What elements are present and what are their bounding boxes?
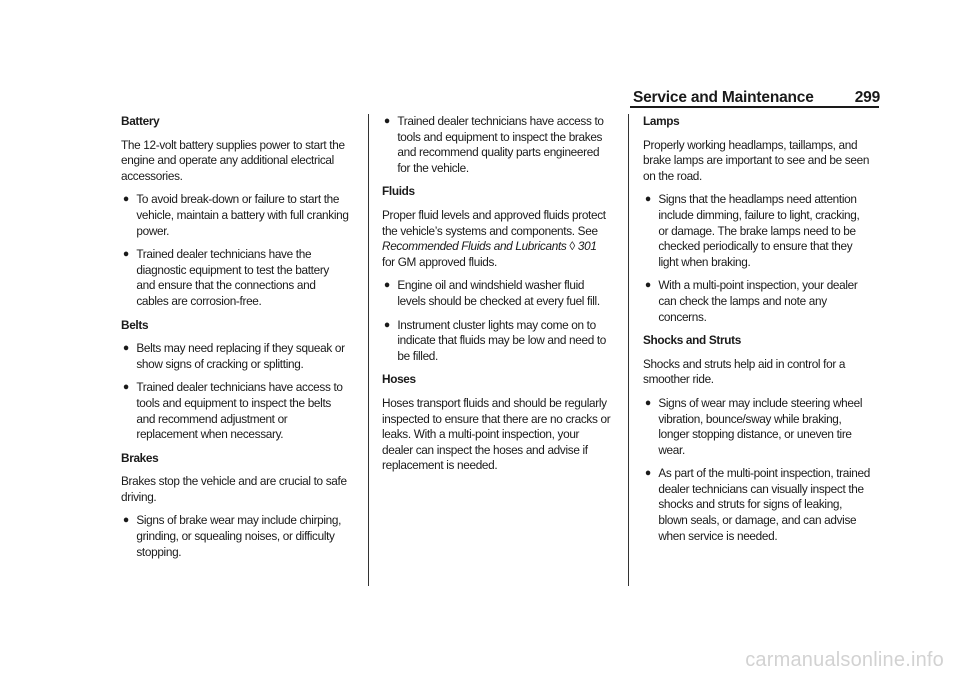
section-heading-lamps: Lamps (643, 114, 680, 128)
list-item: ● As part of the multi-point inspection, trained dealer technicians can visually inspect the shocks and struts for signs of leaking, blown seals, or damage, and can advise when service is needed. (644, 466, 870, 543)
bullet-icon: ● (644, 396, 651, 409)
bullet-icon: ● (383, 279, 390, 292)
column-divider (628, 114, 629, 586)
brakes-continued-list (382, 114, 610, 176)
bullet-icon: ● (122, 514, 129, 527)
list-item: ● Belts may need replacing if they squeak or show signs of cracking or splitting. (122, 341, 345, 371)
list-item: ● Signs that the headlamps need attention include dimming, failure to light, cracking, or damage. The brake lamps need to be checked periodically to ensure that they light when braking. (644, 192, 860, 269)
list-item: ● Signs of wear may include steering wheel vibration, bounce/sway while braking, longer stopping distance, or uneven tire wear. (644, 395, 863, 457)
bullet-icon: ● (122, 342, 129, 355)
bullet-icon: ● (122, 248, 129, 261)
section-heading-brakes: Brakes (121, 450, 159, 465)
list-item: ● Signs of brake wear may include chirping, grinding, or squealing noises, or difficulty stopping. (122, 513, 342, 559)
section-title: Service and Maintenance (633, 89, 814, 106)
xref-page-link[interactable]: 301 (577, 239, 597, 254)
hoses-intro: Hoses transport fluids and should be regularly inspected to ensure that there are no cracks or leaks. With a multi-point inspection, your dealer can inspect the hoses and advise if replacement is needed. (382, 395, 611, 473)
bullet-icon: ● (644, 467, 651, 480)
shocks-bullet-list (643, 396, 871, 544)
column-divider (368, 114, 369, 586)
list-item: ● To avoid break-down or failure to start the vehicle, maintain a battery with full cranking power. (122, 192, 349, 238)
battery-intro: The 12-volt battery supplies power to start the engine and operate any additional electrical accessories. (121, 137, 345, 183)
page-header (633, 83, 880, 107)
section-heading-shocks: Shocks and Struts (643, 333, 741, 348)
page-number: 299 (854, 89, 880, 106)
fluids-bullet-list (382, 278, 610, 364)
bullet-icon: ● (644, 279, 651, 292)
section-heading-belts: Belts (121, 317, 149, 332)
column-1 (121, 114, 349, 568)
list-item: ● Trained dealer technicians have access to tools and equipment to inspect the brakes and recommend quality parts engineered for the vehicle. (383, 114, 604, 175)
list-item: ● With a multi-point inspection, your dealer can check the lamps and note any concerns. (644, 278, 858, 324)
list-item: ● Instrument cluster lights may come on to indicate that fluids may be low and need to be filled. (383, 317, 607, 363)
shocks-intro: Shocks and struts help aid in control for a smoother ride. (643, 356, 846, 387)
lamps-intro: Properly working headlamps, taillamps, and brake lamps are important to see and be seen on the road. (643, 137, 870, 183)
belts-bullet-list (121, 341, 349, 443)
brakes-bullet-list (121, 513, 349, 560)
fluids-intro: Proper fluid levels and approved fluids protect the vehicle’s systems and components. See Recommended Fluids and Lubricants ◊ 301 for GM approved fluids. (382, 207, 606, 269)
section-heading-fluids: Fluids (382, 184, 415, 199)
watermark: carmanualsonline.info (745, 649, 944, 671)
bullet-icon: ● (644, 193, 651, 206)
header-rule (630, 106, 879, 108)
list-item: ● Engine oil and windshield washer fluid levels should be checked at every fuel fill. (383, 278, 600, 308)
brakes-intro: Brakes stop the vehicle and are crucial to safe driving. (121, 474, 347, 504)
column-2 (382, 114, 610, 482)
list-item: ● Trained dealer technicians have access to tools and equipment to inspect the belts and recommend adjustment or replacement when necessary. (122, 380, 343, 442)
lamps-bullet-list (643, 192, 871, 325)
column-3 (643, 114, 871, 552)
section-heading-hoses: Hoses (382, 372, 416, 387)
battery-bullet-list (121, 192, 349, 309)
list-item: ● Trained dealer technicians have the diagnostic equipment to test the battery and ensure that the connections and cables are corrosion-free. (122, 247, 329, 308)
page-reference-icon: ◊ (569, 239, 575, 254)
section-heading-battery: Battery (121, 114, 160, 128)
bullet-icon: ● (122, 381, 129, 394)
bullet-icon: ● (383, 318, 390, 331)
bullet-icon: ● (383, 115, 390, 127)
bullet-icon: ● (122, 193, 129, 206)
xref-link[interactable]: Recommended Fluids and Lubricants (382, 239, 567, 254)
